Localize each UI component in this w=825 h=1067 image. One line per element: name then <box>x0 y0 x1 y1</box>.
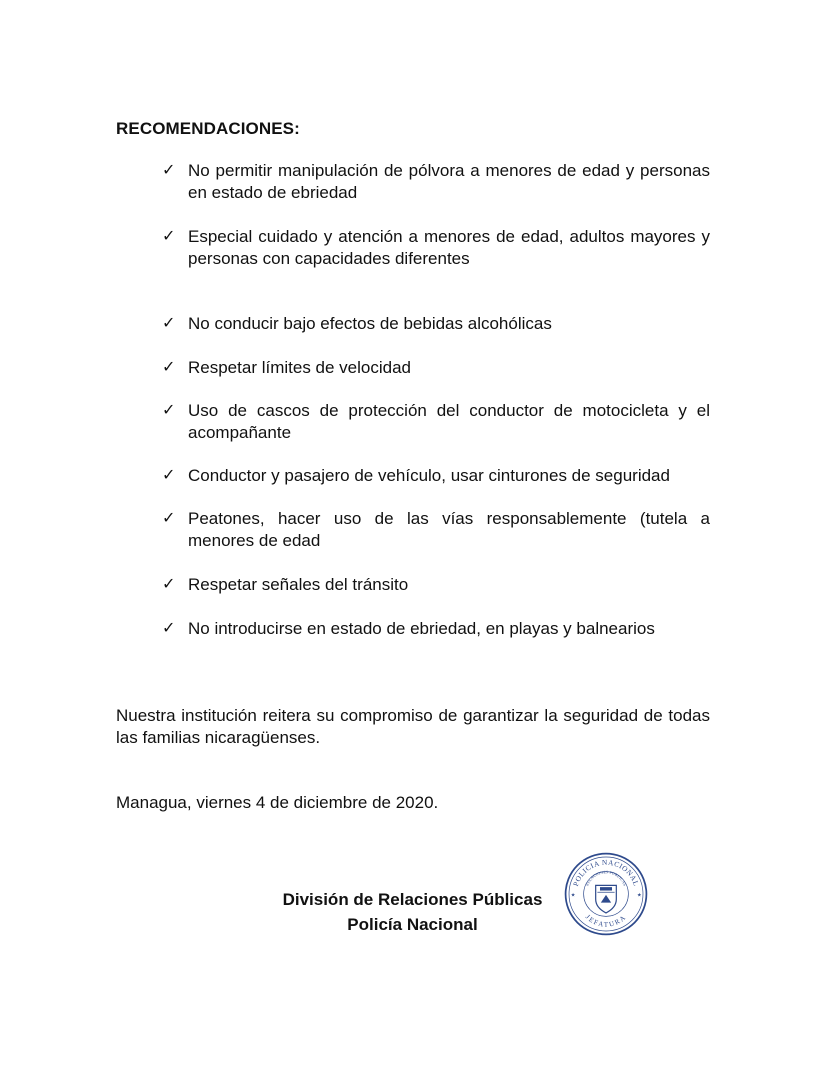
recommendations-list <box>162 160 710 640</box>
checkmark-icon: ✓ <box>162 228 176 245</box>
list-item <box>162 465 710 487</box>
checkmark-icon: ✓ <box>162 315 176 332</box>
list-item-text: Especial cuidado y atención a menores de edad, adultos mayores y personas con capacidades diferentes <box>188 227 710 268</box>
list-item <box>162 574 710 596</box>
svg-text:JEFATURA: JEFATURA <box>583 913 629 929</box>
list-item-text: No introducirse en estado de ebriedad, en playas y balnearios <box>188 619 655 638</box>
list-item-text: No permitir manipulación de pólvora a menores de edad y personas en estado de ebriedad <box>188 161 710 202</box>
svg-text:RELACIONES PUBLICAS: RELACIONES PUBLICAS <box>585 870 627 887</box>
checkmark-icon: ✓ <box>162 359 176 376</box>
list-item-text: Conductor y pasajero de vehículo, usar cinturones de seguridad <box>188 466 670 485</box>
checkmark-icon: ✓ <box>162 510 176 527</box>
recommendations-heading: RECOMENDACIONES: <box>116 119 300 138</box>
list-item-text: Peatones, hacer uso de las vías responsablemente (tutela a menores de edad <box>188 509 710 550</box>
checkmark-icon: ✓ <box>162 620 176 637</box>
place-date: Managua, viernes 4 de diciembre de 2020. <box>116 793 439 812</box>
police-seal-icon <box>563 851 649 937</box>
checkmark-icon: ✓ <box>162 162 176 179</box>
list-item <box>162 400 710 444</box>
checkmark-icon: ✓ <box>162 402 176 419</box>
list-item <box>162 160 710 204</box>
list-item <box>162 226 710 270</box>
signature-institution: Policía Nacional <box>347 915 478 934</box>
list-item-text: Respetar límites de velocidad <box>188 358 412 377</box>
svg-text:POLICIA NACIONAL: POLICIA NACIONAL <box>571 857 641 888</box>
signature-block <box>250 887 575 937</box>
svg-text:★: ★ <box>570 892 576 899</box>
list-item-text: Respetar señales del tránsito <box>188 575 409 594</box>
svg-text:★: ★ <box>636 892 642 899</box>
list-item <box>162 508 710 552</box>
list-item-text: No conducir bajo efectos de bebidas alcohólicas <box>188 314 552 333</box>
list-item-text: Uso de cascos de protección del conductor de motocicleta y el acompañante <box>188 401 710 442</box>
list-item <box>162 313 710 335</box>
checkmark-icon: ✓ <box>162 576 176 593</box>
list-item <box>162 618 710 640</box>
list-item <box>162 357 710 379</box>
checkmark-icon: ✓ <box>162 467 176 484</box>
closing-paragraph: Nuestra institución reitera su compromiso de garantizar la seguridad de todas las familias nicaragüenses. <box>116 706 710 747</box>
signature-division: División de Relaciones Públicas <box>282 890 543 909</box>
